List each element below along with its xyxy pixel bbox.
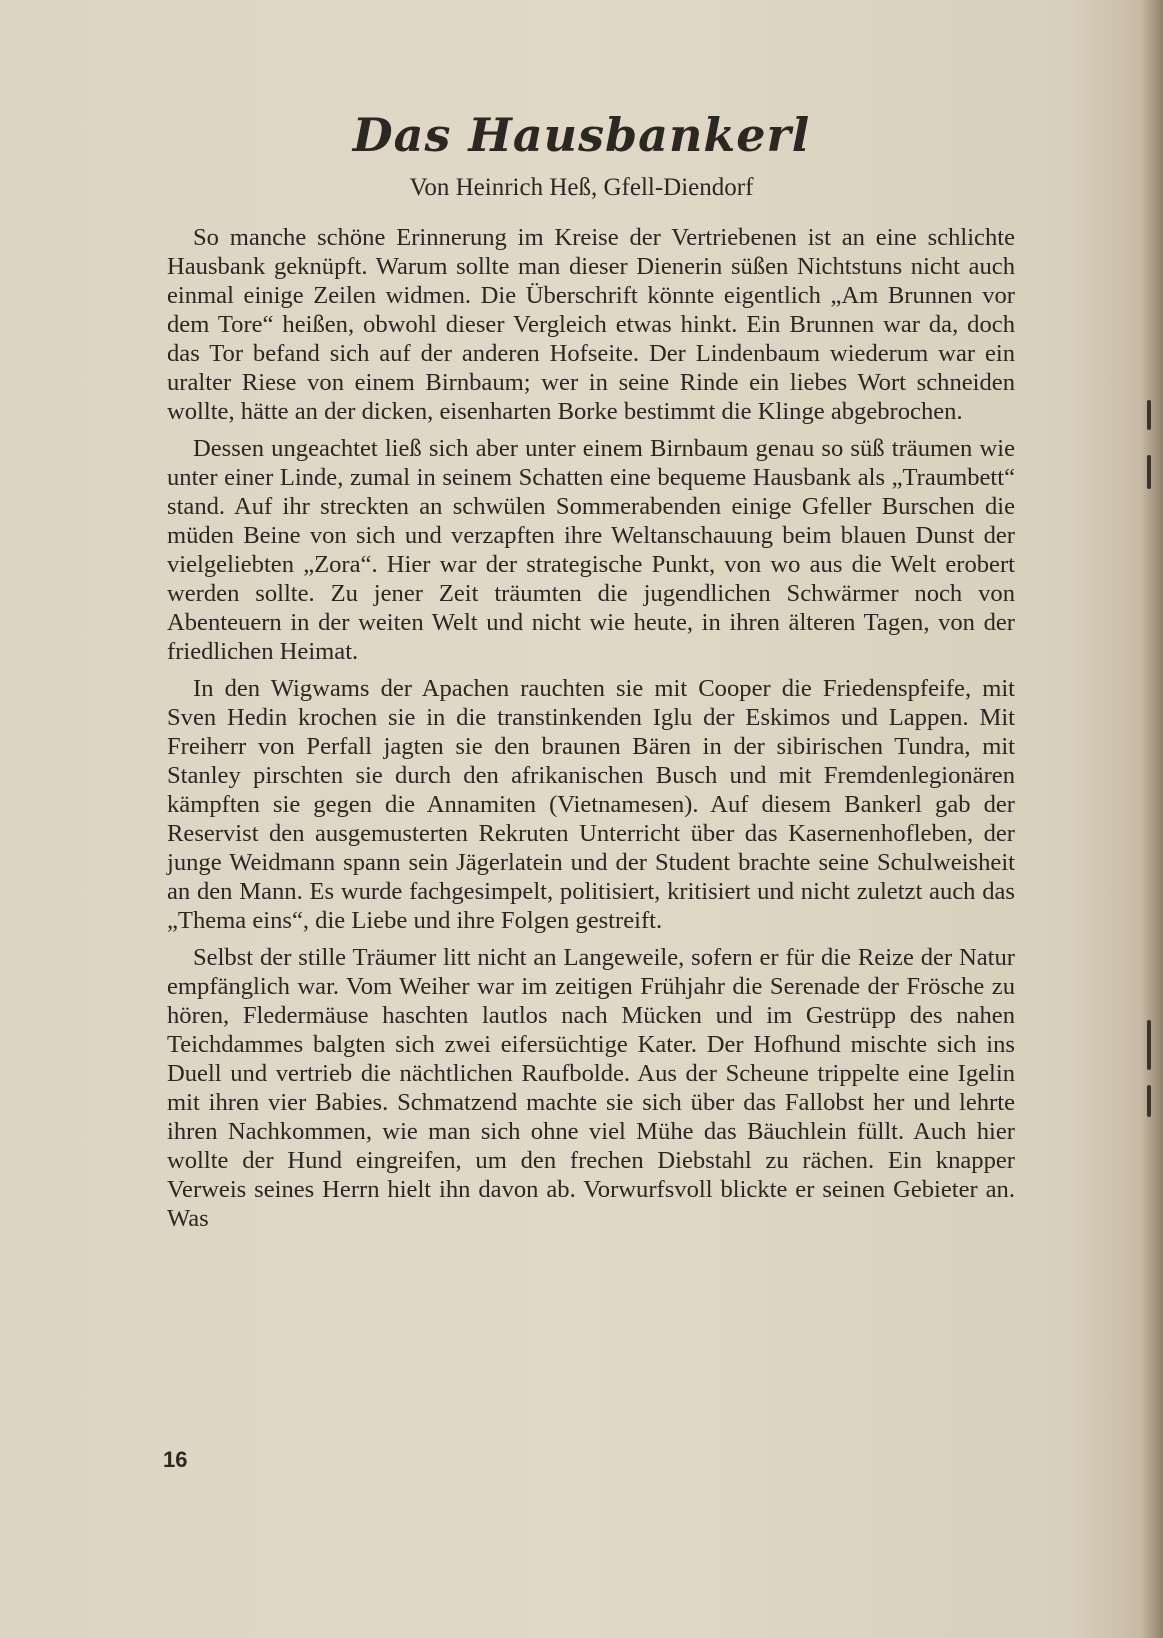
paragraph-3: In den Wigwams der Apachen rauchten sie mit Cooper die Friedenspfeife, mit Sven Hedin krochen sie in die transtinkenden Iglu der Eskimos und Lappen. Mit Freiherr von Perfall jagten sie den braunen Bären in der sibirischen Tundra, mit Stanley pirschten sie durch den afrikanischen Busch und mit Fremdenlegionären kämpften sie gegen die Annamiten (Vietnamesen). Auf diesem Bankerl gab der Reservist den ausgemusterten Rekruten Unterricht über das Kasernenhofleben, der junge Weidmann spann sein Jägerlatein und der Student brachte seine Schulweisheit an den Mann. Es wurde fachgesimpelt, politisiert, kritisiert und nicht zuletzt auch das „Thema eins“, die Liebe und ihre Folgen gestreift. (167, 675, 1015, 934)
page-number: 16 (163, 1447, 188, 1472)
paragraph-4: Selbst der stille Träumer litt nicht an Langeweile, sofern er für die Reize der Natur empfänglich war. Vom Weiher war im zeitigen Frühjahr die Serenade der Frösche zu hören, Fledermäuse haschten lautlos nach Mücken und im Gestrüpp des nahen Teichdammes balgten sich zwei eifersüchtige Kater. Der Hofhund mischte sich ins Duell und vertrieb die nächtlichen Raufbolde. Aus der Scheune trippelte eine Igelin mit ihren vier Babies. Schmatzend machte sie sich über das Fallobst her und lehrte ihren Nachkommen, wie man sich ohne viel Mühe das Bäuchlein füllt. Auch hier wollte der Hund eingreifen, um den frechen Diebstahl zu rächen. Ein knapper Verweis seines Herrn hielt ihn davon ab. Vorwurfsvoll blickte er seinen Gebieter an. Was (167, 944, 1015, 1232)
binding-edge (1141, 0, 1163, 1638)
paragraph-2: Dessen ungeachtet ließ sich aber unter einem Birnbaum genau so süß träumen wie unter einer Linde, zumal in seinem Schatten eine bequeme Hausbank als „Traumbett“ stand. Auf ihr streckten an schwülen Sommerabenden einige Gfeller Burschen die müden Beine von sich und verzapften ihre Weltanschauung beim blauen Dunst der vielgeliebten „Zora“. Hier war der strategische Punkt, von wo aus die Welt erobert werden sollte. Zu jener Zeit träumten die jugendlichen Schwärmer noch von Abenteuern in der weiten Welt und nicht wie heute, in ihren älteren Tagen, von der friedlichen Heimat. (167, 435, 1015, 665)
article-byline: Von Heinrich Heß, Gfell-Diendorf (409, 174, 754, 201)
staple-top-lower (1147, 455, 1151, 489)
staple-top (1147, 400, 1151, 430)
staple-bottom-lower (1147, 1085, 1151, 1117)
article-title: Das Hausbankerl (352, 108, 811, 162)
paragraph-1: So manche schöne Erinnerung im Kreise der Vertriebenen ist an eine schlichte Hausbank geknüpft. Warum sollte man dieser Dienerin süßen Nichtstuns nicht auch einmal einige Zeilen widmen. Die Überschrift könnte eigentlich „Am Brunnen vor dem Tore“ heißen, obwohl dieser Vergleich etwas hinkt. Ein Brunnen war da, doch das Tor befand sich auf der anderen Hofseite. Der Lindenbaum wiederum war ein uralter Riese von einem Birnbaum; wer in seine Rinde ein liebes Wort schneiden wollte, hätte an der dicken, eisenharten Borke bestimmt die Klinge abgebrochen. (167, 224, 1015, 425)
staple-bottom (1147, 1020, 1151, 1070)
article-body (167, 223, 1015, 1241)
